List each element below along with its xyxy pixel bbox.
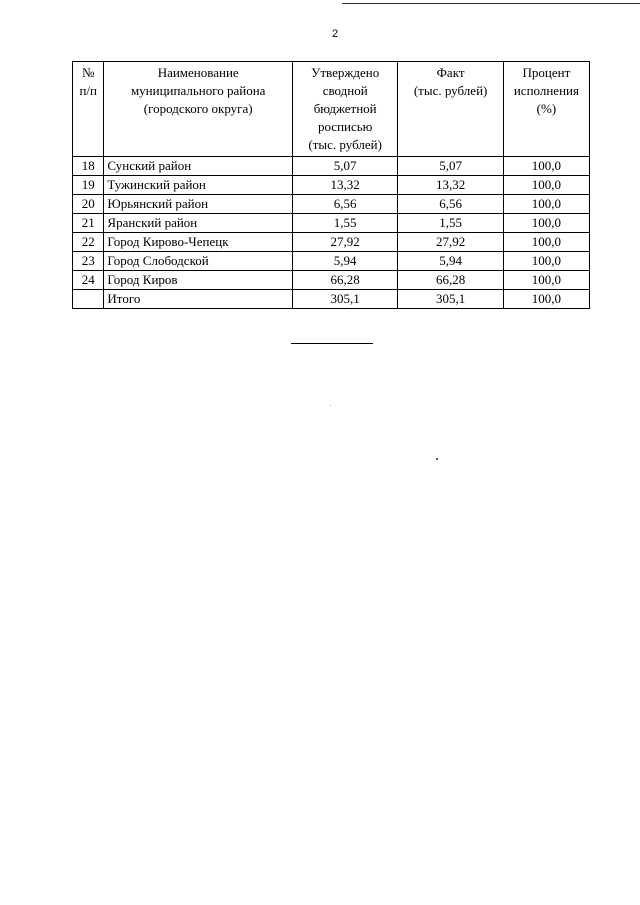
approved-amount: 5,07 <box>292 157 397 176</box>
fact-amount: 27,92 <box>398 233 503 252</box>
header-approved-amount: Утверждено сводной бюджетной росписью (тыс. рублей) <box>292 62 397 157</box>
execution-percent: 100,0 <box>503 195 589 214</box>
approved-amount: 13,32 <box>292 176 397 195</box>
row-number: 19 <box>73 176 104 195</box>
table-row <box>73 271 590 290</box>
table-row <box>73 252 590 271</box>
row-number: 21 <box>73 214 104 233</box>
header-fact-amount: Факт (тыс. рублей) <box>398 62 503 157</box>
table-row <box>73 214 590 233</box>
municipality-name: Город Киров <box>104 271 293 290</box>
document-end-line <box>291 343 373 344</box>
row-number: 22 <box>73 233 104 252</box>
total-approved-amount: 305,1 <box>292 290 397 309</box>
header-execution-percent: Процент исполнения (%) <box>503 62 589 157</box>
total-fact-amount: 305,1 <box>398 290 503 309</box>
municipality-name: Город Слободской <box>104 252 293 271</box>
execution-percent: 100,0 <box>503 233 589 252</box>
municipality-name: Юрьянский район <box>104 195 293 214</box>
scan-speck <box>330 405 331 406</box>
approved-amount: 27,92 <box>292 233 397 252</box>
total-execution-percent: 100,0 <box>503 290 589 309</box>
approved-amount: 6,56 <box>292 195 397 214</box>
execution-percent: 100,0 <box>503 157 589 176</box>
fact-amount: 5,07 <box>398 157 503 176</box>
fact-amount: 66,28 <box>398 271 503 290</box>
header-municipality-name: Наименование муниципального района (городского округа) <box>104 62 293 157</box>
execution-percent: 100,0 <box>503 252 589 271</box>
row-number: 24 <box>73 271 104 290</box>
municipality-name: Город Кирово-Чепецк <box>104 233 293 252</box>
approved-amount: 1,55 <box>292 214 397 233</box>
total-label: Итого <box>104 290 293 309</box>
municipality-name: Тужинский район <box>104 176 293 195</box>
table-row <box>73 233 590 252</box>
budget-execution-table <box>72 61 590 309</box>
table-header-row <box>73 62 590 157</box>
fact-amount: 6,56 <box>398 195 503 214</box>
table-row <box>73 195 590 214</box>
fact-amount: 13,32 <box>398 176 503 195</box>
top-scan-rule <box>342 3 640 4</box>
execution-percent: 100,0 <box>503 271 589 290</box>
approved-amount: 66,28 <box>292 271 397 290</box>
table-row <box>73 176 590 195</box>
table-total-row <box>73 290 590 309</box>
row-number: 18 <box>73 157 104 176</box>
header-number: № п/п <box>73 62 104 157</box>
execution-percent: 100,0 <box>503 214 589 233</box>
total-row-number <box>73 290 104 309</box>
approved-amount: 5,94 <box>292 252 397 271</box>
municipality-name: Яранский район <box>104 214 293 233</box>
table-row <box>73 157 590 176</box>
fact-amount: 5,94 <box>398 252 503 271</box>
fact-amount: 1,55 <box>398 214 503 233</box>
scan-speck <box>436 458 438 460</box>
execution-percent: 100,0 <box>503 176 589 195</box>
row-number: 20 <box>73 195 104 214</box>
municipality-name: Сунский район <box>104 157 293 176</box>
page-number: 2 <box>331 28 339 40</box>
row-number: 23 <box>73 252 104 271</box>
